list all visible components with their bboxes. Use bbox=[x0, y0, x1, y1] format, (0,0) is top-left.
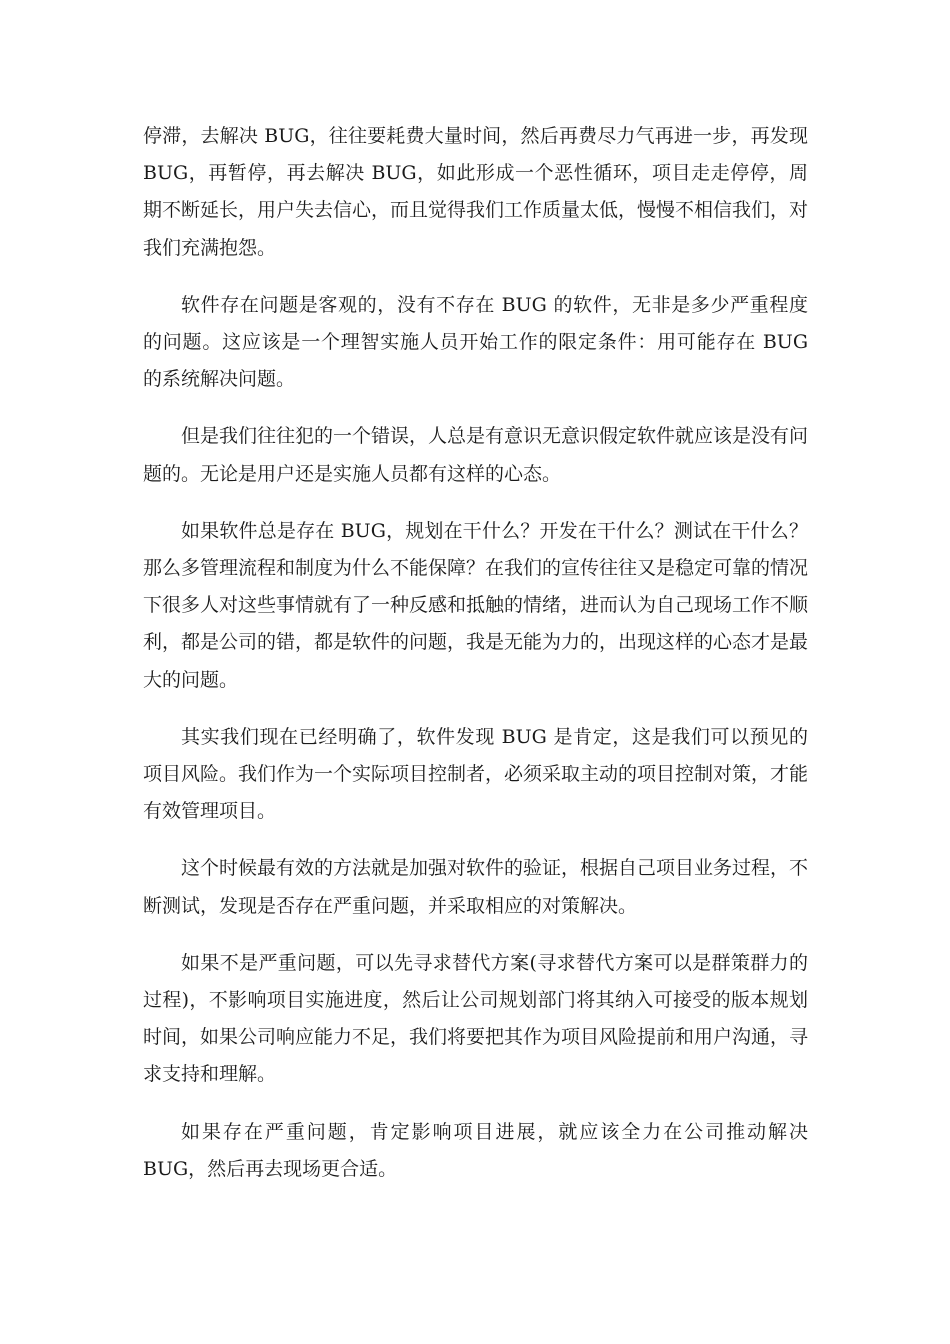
paragraph-1: 停滞，去解决 BUG，往往要耗费大量时间，然后再费尽力气再进一步，再发现 BUG，再暂停，再去解决 BUG，如此形成一个恶性循环，项目走走停停，周期不断延长，用户失去信心，而且觉得我们工作质量太低，慢慢不相信我们，对我们充满抱怨。 bbox=[143, 125, 809, 259]
paragraph-6: 这个时候最有效的方法就是加强对软件的验证，根据自己项目业务过程，不断测试，发现是否存在严重问题，并采取相应的对策解决。 bbox=[143, 857, 809, 917]
paragraph-3: 但是我们往往犯的一个错误，人总是有意识无意识假定软件就应该是没有问题的。无论是用户还是实施人员都有这样的心态。 bbox=[143, 425, 809, 485]
document-body bbox=[143, 118, 808, 1208]
paragraph-4: 如果软件总是存在 BUG，规划在干什么？开发在干什么？测试在干什么？那么多管理流程和制度为什么不能保障？在我们的宣传往往又是稳定可靠的情况下很多人对这些事情就有了一种反感和抵触的情绪，进而认为自己现场工作不顺利，都是公司的错，都是软件的问题，我是无能为力的，出现这样的心态才是最大的问题。 bbox=[143, 519, 809, 691]
paragraph-2: 软件存在问题是客观的，没有不存在 BUG 的软件，无非是多少严重程度的问题。这应该是一个理智实施人员开始工作的限定条件：用可能存在 BUG 的系统解决问题。 bbox=[143, 293, 808, 391]
paragraph-5: 其实我们现在已经明确了，软件发现 BUG 是肯定，这是我们可以预见的项目风险。我们作为一个实际项目控制者，必须采取主动的项目控制对策，才能有效管理项目。 bbox=[143, 725, 809, 823]
paragraph-8: 如果存在严重问题，肯定影响项目进展，就应该全力在公司推动解决 BUG，然后再去现场更合适。 bbox=[143, 1120, 808, 1180]
paragraph-7: 如果不是严重问题，可以先寻求替代方案(寻求替代方案可以是群策群力的过程)，不影响项目实施进度，然后让公司规划部门将其纳入可接受的版本规划时间，如果公司响应能力不足，我们将要把其作为项目风险提前和用户沟通，寻求支持和理解。 bbox=[143, 951, 809, 1086]
